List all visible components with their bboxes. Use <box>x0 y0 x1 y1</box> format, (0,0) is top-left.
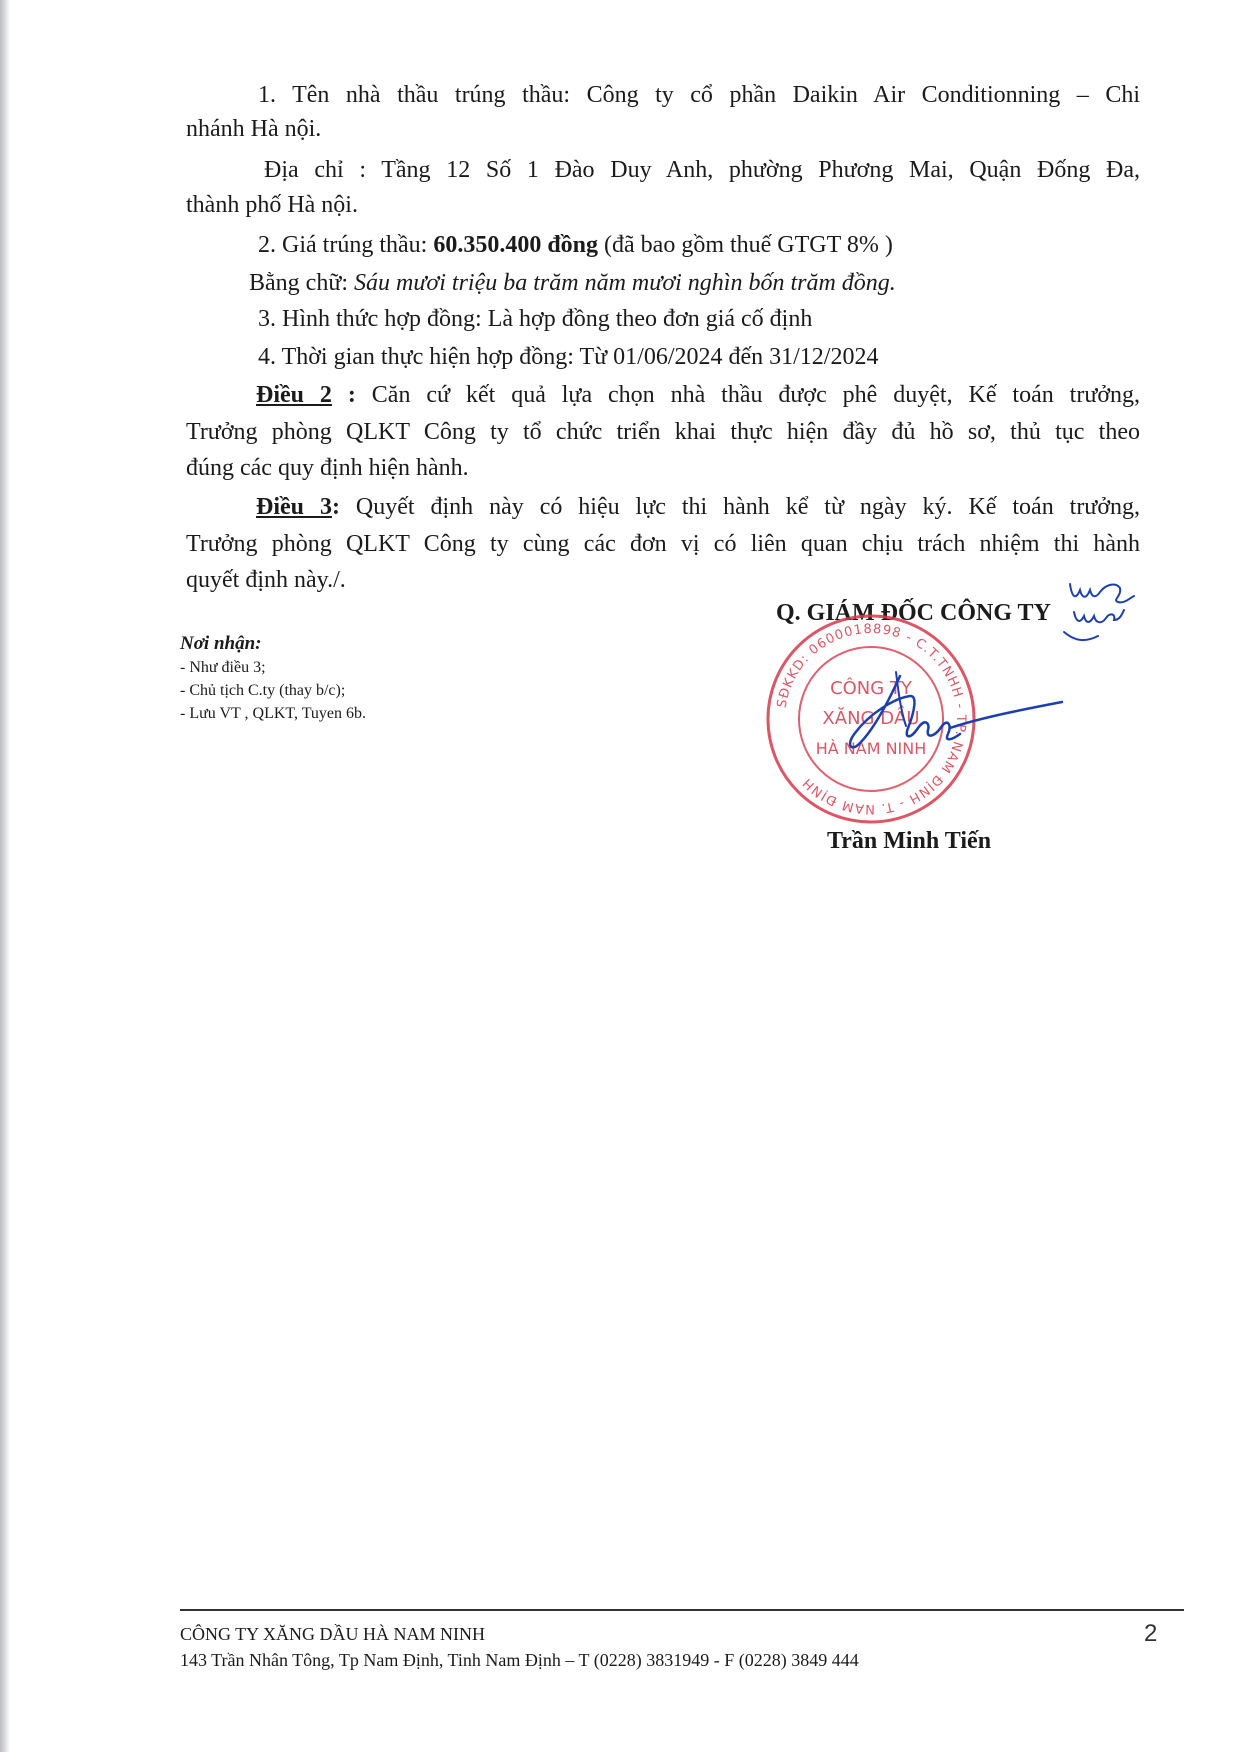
footer-divider <box>180 1609 1184 1611</box>
initials-mark <box>1062 576 1180 646</box>
handwritten-signature <box>830 668 1065 758</box>
signer-name: Trần Minh Tiến <box>827 828 992 854</box>
item1-line2: nhánh Hà nội. <box>186 116 322 142</box>
words-value: Sáu mươi triệu ba trăm năm mươi nghìn bốn trăm đồng. <box>354 270 896 296</box>
item2-prefix: 2. Giá trúng thầu: <box>258 232 434 258</box>
stamp-line2: XĂNG DẦU <box>822 708 920 729</box>
article2-line3: đúng các quy định hiện hành. <box>186 455 469 481</box>
stamp-line1: CÔNG TY <box>830 678 912 699</box>
item2-suffix: (đã bao gồm thuế GTGT 8% ) <box>598 232 893 258</box>
address-line2: thành phố Hà nội. <box>186 192 358 218</box>
recipient-item: - Như điều 3; <box>180 659 266 676</box>
footer-company: CÔNG TY XĂNG DẦU HÀ NAM NINH <box>180 1624 485 1644</box>
item4-duration: 4. Thời gian thực hiện hợp đồng: Từ 01/06/2024 đến 31/12/2024 <box>258 344 879 370</box>
words-label: Bằng chữ: <box>249 270 354 296</box>
recipient-item: - Lưu VT , QLKT, Tuyen 6b. <box>180 705 367 722</box>
scan-edge-shadow <box>0 0 10 1752</box>
article3-text: Quyết định này có hiệu lực thi hành kể từ ngày ký. Kế toán trưởng, <box>355 494 1141 520</box>
article2-colon: : <box>331 382 372 408</box>
article3-line1 <box>256 490 1140 524</box>
recipient-item: - Chủ tịch C.ty (thay b/c); <box>180 682 346 699</box>
article3-line3: quyết định này./. <box>186 567 346 593</box>
page-number: 2 <box>1144 1620 1158 1647</box>
article3-colon: : <box>331 494 356 520</box>
item2-amount: 60.350.400 đồng <box>433 232 599 258</box>
article2-line1 <box>256 378 1140 412</box>
stamp-line3: HÀ NAM NINH <box>815 739 927 758</box>
item1-line1: 1. Tên nhà thầu trúng thầu: Công ty cổ phần Daikin Air Conditionning – Chi <box>258 82 1140 108</box>
item2-price <box>258 228 893 262</box>
article3-label: Điều 3 <box>256 494 332 520</box>
amount-in-words <box>249 266 896 300</box>
stamp-outer-text: SĐKKD: 0600018898 - C.T.TNHH - TP. NAM ĐỊNH - T. NAM ĐỊNH <box>774 621 969 817</box>
item3-contract-form: 3. Hình thức hợp đồng: Là hợp đồng theo đơn giá cố định <box>258 306 813 332</box>
address-line1: Địa chỉ : Tầng 12 Số 1 Đào Duy Anh, phường Phương Mai, Quận Đống Đa, <box>264 157 1140 183</box>
recipients-block <box>180 632 366 725</box>
article2-label: Điều 2 <box>256 382 332 408</box>
signer-title: Q. GIÁM ĐỐC CÔNG TY <box>776 600 1051 626</box>
recipients-title: Nơi nhận: <box>180 633 262 654</box>
article3-line2: Trưởng phòng QLKT Công ty cùng các đơn vị có liên quan chịu trách nhiệm thi hành <box>186 531 1140 557</box>
article2-text: Căn cứ kết quả lựa chọn nhà thầu được phê duyệt, Kế toán trưởng, <box>371 382 1141 408</box>
footer-address: 143 Trần Nhân Tông, Tp Nam Định, Tinh Nam Định – T (0228) 3831949 - F (0228) 3849 444 <box>180 1650 859 1670</box>
article2-line2: Trưởng phòng QLKT Công ty tổ chức triển khai thực hiện đầy đủ hồ sơ, thủ tục theo <box>186 419 1140 445</box>
